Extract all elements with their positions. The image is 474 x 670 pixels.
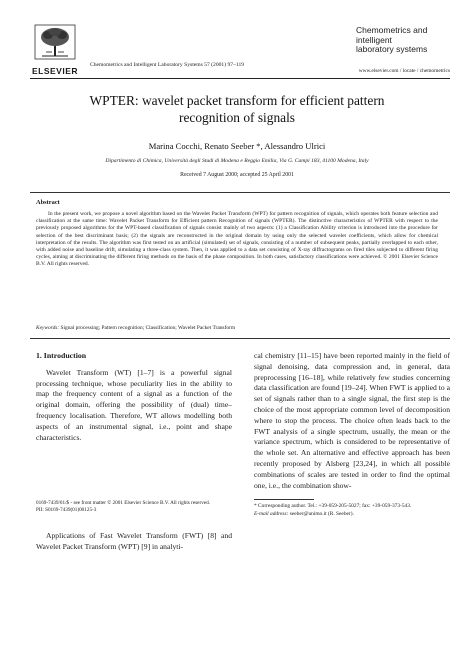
footnote-block (254, 503, 450, 518)
publisher-name: ELSEVIER (31, 66, 79, 76)
abstract-text: In the present work, we propose a novel algorithm based on the Wavelet Packet Transform (WPT) for pattern recognition of signals, which operates both feature selection and classification at the same time: Wavelet Packet Transform for Efficient pattern Recognition of signals (WPTER). The distinctive characteristics of WPTER with respect to the previously proposed algorithms for the WPT-based classification of signals consist mainly of two aspects: (1) a Classification Ability criterion is introduced into the procedure for selection of the best discriminant basis; (2) the signals are reconstructed in the original domain by using only the selected wavelet coefficients, which allow for chemical interpretation of the results. The algorithm was first tested on an artificial (simulated) set of signals, consisting of a number of subsequent peaks, partially overlapped to each other, with added noise and baseline drift, simulating a three-class system. Then, it was applied to a data set consisting of X-ray diffractograms on fired tiles subjected to different firing cycles, aiming at discriminating the different firing methods on the basis of the phase composition. In both cases, satisfactory classifications were achieved. © 2001 Elsevier Science B.V. All rights reserved. (36, 211, 438, 268)
issn-line: 0169-7439/01/$ - see front matter © 2001 Elsevier Science B.V. All rights reserved. (36, 500, 210, 506)
journal-name-line: intelligent (356, 34, 392, 45)
footnote-corresponding: * Corresponding author. Tel.: +39-059-205-5027; fax: +39-059-373-543. (254, 503, 412, 510)
abstract-divider-top (30, 192, 450, 193)
journal-citation: Chemometrics and Intelligent Laboratory Systems 57 (2001) 97–119 (90, 62, 245, 68)
paper-title (40, 92, 434, 126)
journal-name-line: laboratory systems (356, 44, 428, 54)
publisher-logo (30, 24, 80, 76)
keywords-label: Keywords: (36, 325, 60, 331)
header (30, 24, 450, 82)
keywords-text: Signal processing; Pattern recognition; Classification; Wavelet Packet Transform (60, 325, 236, 331)
footnote-email (254, 511, 450, 518)
abstract-heading: Abstract (36, 199, 60, 206)
keywords (36, 325, 438, 331)
title-line: recognition of signals (178, 110, 296, 125)
authors: Marina Cocchi, Renato Seeber *, Alessandro Ulrici (148, 141, 326, 151)
header-divider (30, 78, 450, 79)
copyright-info (36, 500, 210, 514)
intro-paragraph: Wavelet Transform (WT) [1–7] is a powerful signal processing technique, whose peculiarity lies in the ability to map the frequency content of a signal as a function of the original domain, offering the possibility of (dual) time–frequency localisation. Therefore, WT allows modelling both aspects of an instrumental signal, i.e., point and shape characteristics. (36, 367, 232, 442)
email-label: E-mail address: (254, 510, 289, 517)
journal-name (356, 26, 450, 55)
journal-name-line: Chemometrics and (356, 25, 428, 35)
received-dates: Received 7 August 2000; accepted 25 April 2001 (180, 172, 294, 178)
elsevier-tree-icon (34, 24, 76, 60)
right-column (254, 351, 450, 518)
right-column-text: cal chemistry [11–15] have been reported mainly in the field of signal denoising, data compression and, in general, data preprocessing [16–18], while relatively few studies concerning data classification are found [19–24]. When FWT is applied to a set of signals rather than to a single signal, the first step is the choice of the most appropriate common level of decomposition where to stop the process. The choice often leads back to the FWT analysis of a single spectrum, usually, the mean or the variance spectrum, which is considered to be representative of the whole set. An alternative and effective approach has been recently proposed by Alsberg [23,24], in which all possible combinations of scales are tested in order to find the optimal one, i.e., the combination show- (254, 351, 450, 490)
section-heading: 1. Introduction (36, 351, 87, 360)
affiliation: Dipartimento di Chimica, Università degli Studi di Modena e Reggio Emilia, Via G. Campi 183, 41100 Modena, Italy (105, 158, 369, 164)
intro-paragraph: Applications of Fast Wavelet Transform (FWT) [8] and Wavelet Packet Transform (WPT) [9] in analyti- (36, 531, 232, 551)
abstract-divider-bottom (30, 338, 450, 339)
pii-line: PII: S0169-7439(01)00125-3 (36, 507, 97, 513)
left-column-continued (36, 531, 232, 553)
email-address[interactable]: seeber@unimo.it (R. Seeber). (289, 510, 354, 517)
left-column (36, 351, 232, 443)
journal-url[interactable]: www.elsevier.com / locate / chemometrics (358, 68, 450, 74)
footnote (254, 499, 314, 500)
title-line: WPTER: wavelet packet transform for efficient pattern (89, 93, 385, 108)
